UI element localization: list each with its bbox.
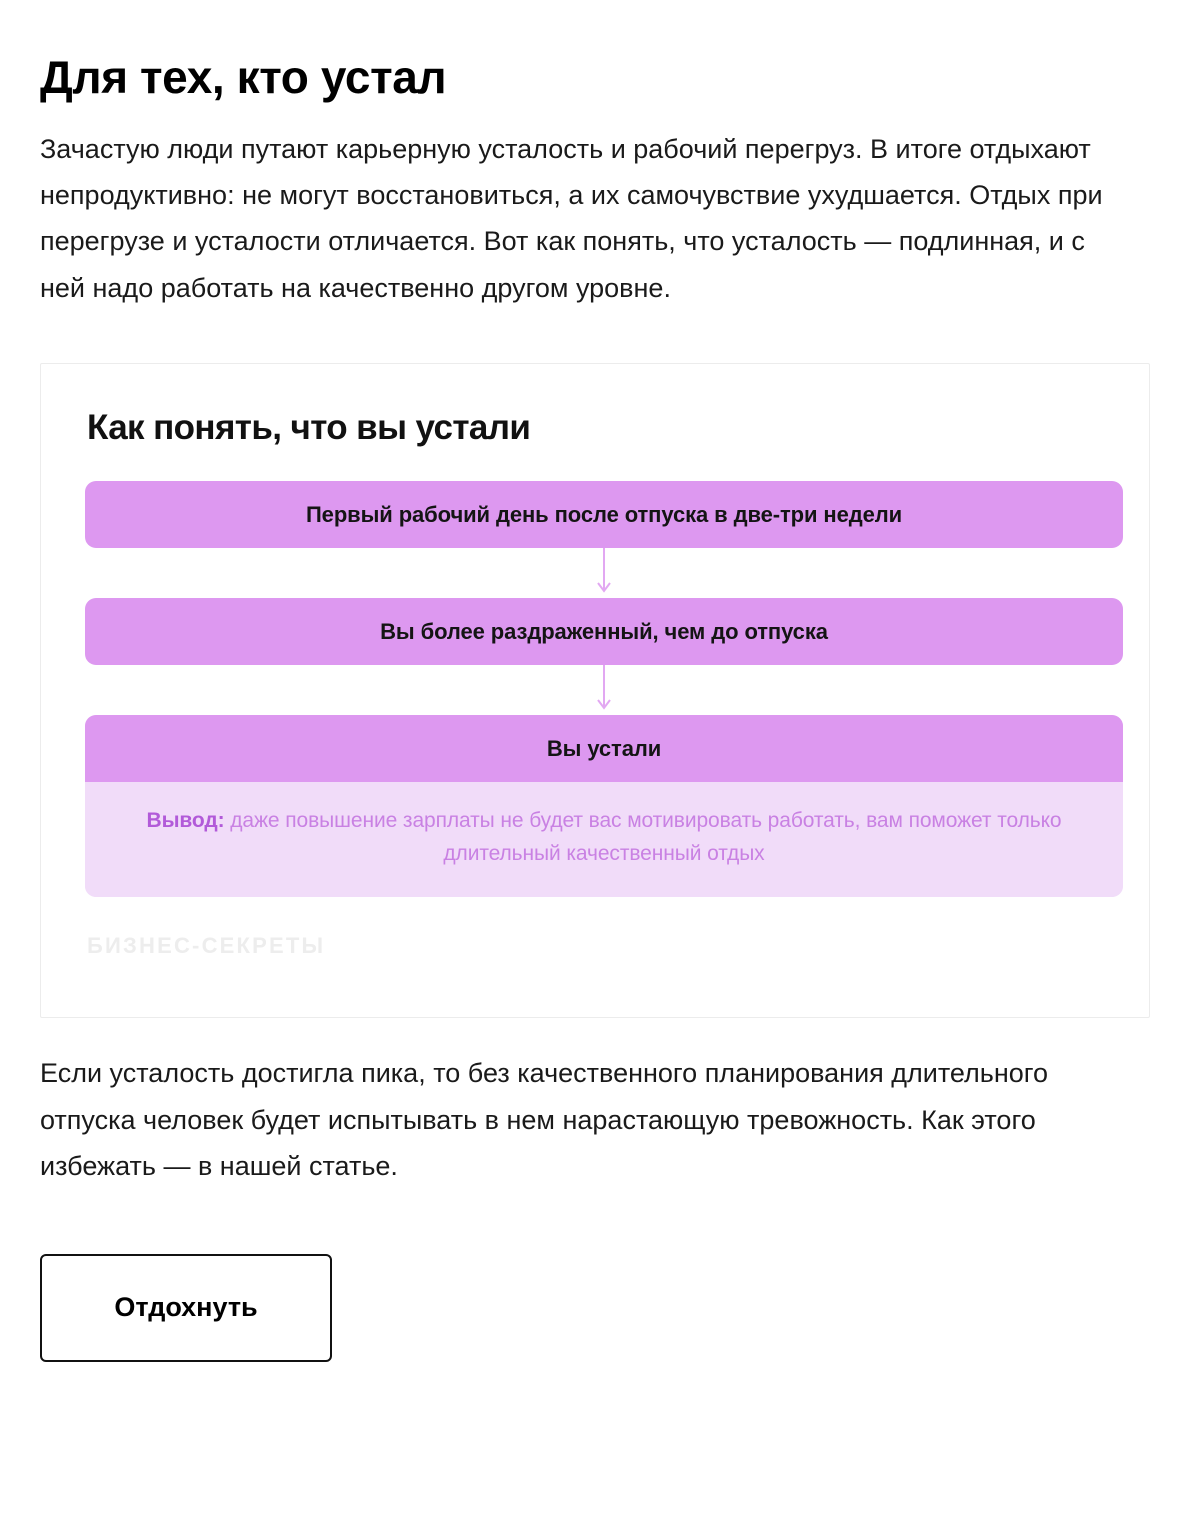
page-title: Для тех, кто устал (40, 51, 447, 103)
flow-diagram (85, 481, 1123, 896)
flow-connector-1 (85, 548, 1123, 598)
conclusion-body: даже повышение зарплаты не будет вас мотивировать работать, вам поможет только длительный качественный отдых (224, 809, 1062, 866)
flow-step-3 (85, 715, 1123, 782)
intro-paragraph: Зачастую люди путают карьерную усталость и рабочий перегруз. В итоге отдыхают непродуктивно: не могут восстановиться, а их самочувствие ухудшается. Отдых при перегрузе и усталости отличается. Вот как понять, что усталость — подлинная, и с ней надо работать на качественно другом уровне. (40, 133, 1103, 303)
flow-terminal-group (85, 715, 1123, 896)
infographic-card (40, 363, 1150, 1018)
rest-cta-button[interactable]: Отдохнуть (40, 1254, 332, 1362)
flow-step-2 (85, 598, 1123, 665)
cta-container (40, 1190, 1160, 1362)
flow-step-3-label: Вы устали (546, 735, 662, 761)
conclusion-label: Вывод: (146, 809, 225, 833)
infographic-title: Как понять, что вы устали (87, 408, 531, 448)
flow-connector-2 (85, 665, 1123, 715)
arrow-down-icon (596, 665, 612, 715)
conclusion-panel (85, 782, 1123, 896)
watermark: БИЗНЕС-СЕКРЕТЫ (87, 933, 326, 959)
flow-step-1 (85, 481, 1123, 548)
flow-step-1-label: Первый рабочий день после отпуска в две-три недели (305, 501, 903, 527)
arrow-down-icon (596, 548, 612, 598)
conclusion-text (147, 809, 1062, 865)
flow-step-2-label: Вы более раздраженный, чем до отпуска (380, 618, 828, 644)
outro-paragraph: Если усталость достигла пика, то без качественного планирования длительного отпуска человек будет испытывать в нем нарастающую тревожность. Как этого избежать — в нашей статье. (40, 1058, 1049, 1182)
